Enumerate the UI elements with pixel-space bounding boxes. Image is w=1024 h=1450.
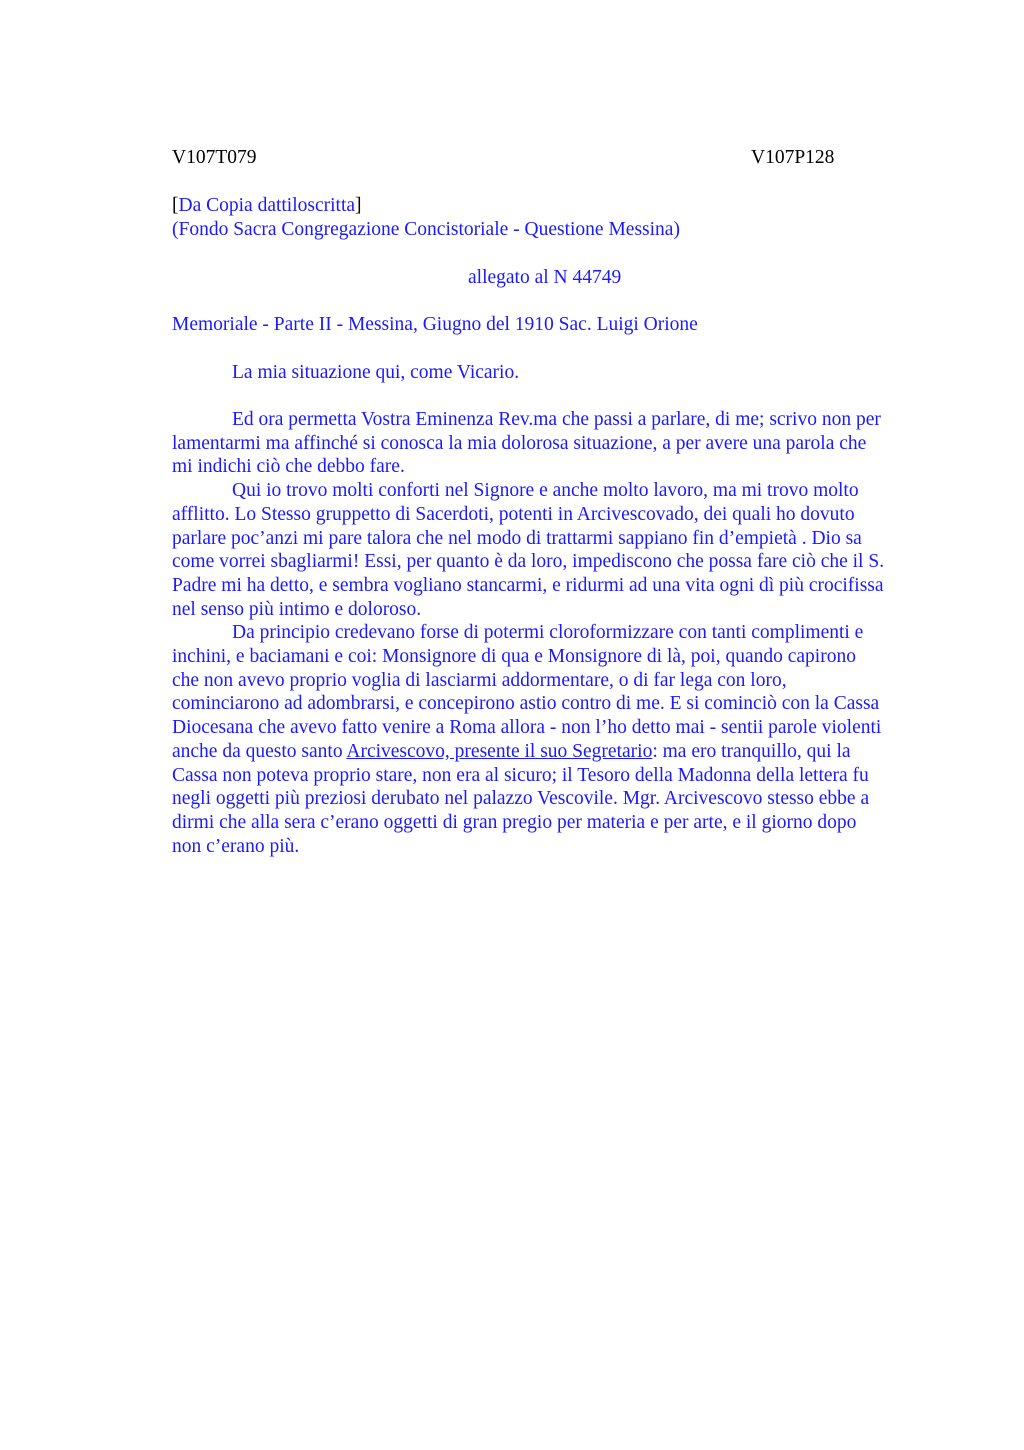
paragraph-line: negli oggetti più preziosi derubato nel palazzo Vescovile. Mgr. Arcivescovo stesso ebbe a — [172, 788, 870, 810]
line-text-after: : ma ero tranquillo, qui la — [652, 740, 851, 762]
paragraph-line: come vorrei sbagliarmi! Essi, per quanto è da loro, impediscono che possa fare ciò che il S. — [172, 551, 885, 573]
document-code-right: V107P128 — [751, 147, 835, 168]
source-open-bracket: [ — [172, 195, 179, 216]
paragraph-line: non c’erano più. — [172, 835, 300, 857]
paragraph-line: Cassa non poteva proprio stare, non era al sicuro; il Tesoro della Madonna della lettera fu — [172, 764, 869, 786]
paragraph-line: parlare poc’anzi mi pare talora che nel modo di trattarmi sappiano fin d’empietà . Dio sa — [172, 527, 862, 549]
section-subtitle: La mia situazione qui, come Vicario. — [232, 362, 520, 383]
allegato-reference: allegato al N 44749 — [468, 267, 622, 288]
source-close-bracket: ] — [355, 195, 362, 216]
paragraph-line: lamentarmi ma affinché si conosca la mia dolorosa situazione, a per avere una parola che — [172, 432, 867, 454]
source-line — [172, 194, 362, 218]
line-text-before: anche da questo santo — [172, 740, 347, 762]
paragraph-line: afflitto. Lo Stesso gruppetto di Sacerdoti, potenti in Arcivescovado, dei quali ho dovuto — [172, 503, 855, 525]
paragraph-line: Ed ora permetta Vostra Eminenza Rev.ma che passi a parlare, di me; scrivo non per — [232, 409, 881, 430]
paragraph-line: mi indichi ciò che debbo fare. — [172, 456, 405, 478]
memoriale-body — [172, 408, 932, 858]
paragraph-line: nel senso più intimo e doloroso. — [172, 598, 422, 620]
source-label: Da Copia dattiloscritta — [178, 195, 356, 216]
paragraph-line: che non avevo proprio voglia di lasciarmi addormentare, o di far lega con loro, — [172, 669, 787, 691]
paragraph-1 — [172, 408, 932, 479]
paragraph-line: Qui io trovo molti conforti nel Signore e anche molto lavoro, ma mi trovo molto — [232, 480, 859, 502]
paragraph-2 — [172, 479, 932, 621]
document-code-left: V107T079 — [172, 147, 257, 168]
paragraph-line-with-underline — [172, 740, 932, 764]
paragraph-line: Da principio credevano forse di potermi cloroformizzare con tanti complimenti e — [232, 622, 864, 644]
paragraph-line: cominciarono ad adombrarsi, e concepirono astio contro di me. E si cominciò con la Cassa — [172, 693, 880, 715]
paragraph-line: inchini, e baciamani e coi: Monsignore di qua e Monsignore di là, poi, quando capirono — [172, 646, 856, 668]
source-fondo: (Fondo Sacra Congregazione Concistoriale - Questione Messina) — [172, 219, 680, 240]
paragraph-3 — [172, 621, 932, 858]
underlined-phrase: Arcivescovo, presente il suo Segretario — [346, 740, 653, 762]
paragraph-line: Padre mi ha detto, e sembra vogliano stancarmi, e ridurmi ad una vita ogni dì più crocifissa — [172, 574, 884, 596]
paragraph-line: dirmi che alla sera c’erano oggetti di gran pregio per materia e per arte, e il giorno dopo — [172, 811, 857, 833]
memoriale-title: Memoriale - Parte II - Messina, Giugno del 1910 Sac. Luigi Orione — [172, 314, 698, 335]
paragraph-line: Diocesana che avevo fatto venire a Roma allora - non l’ho detto mai - sentii parole violenti — [172, 717, 882, 739]
